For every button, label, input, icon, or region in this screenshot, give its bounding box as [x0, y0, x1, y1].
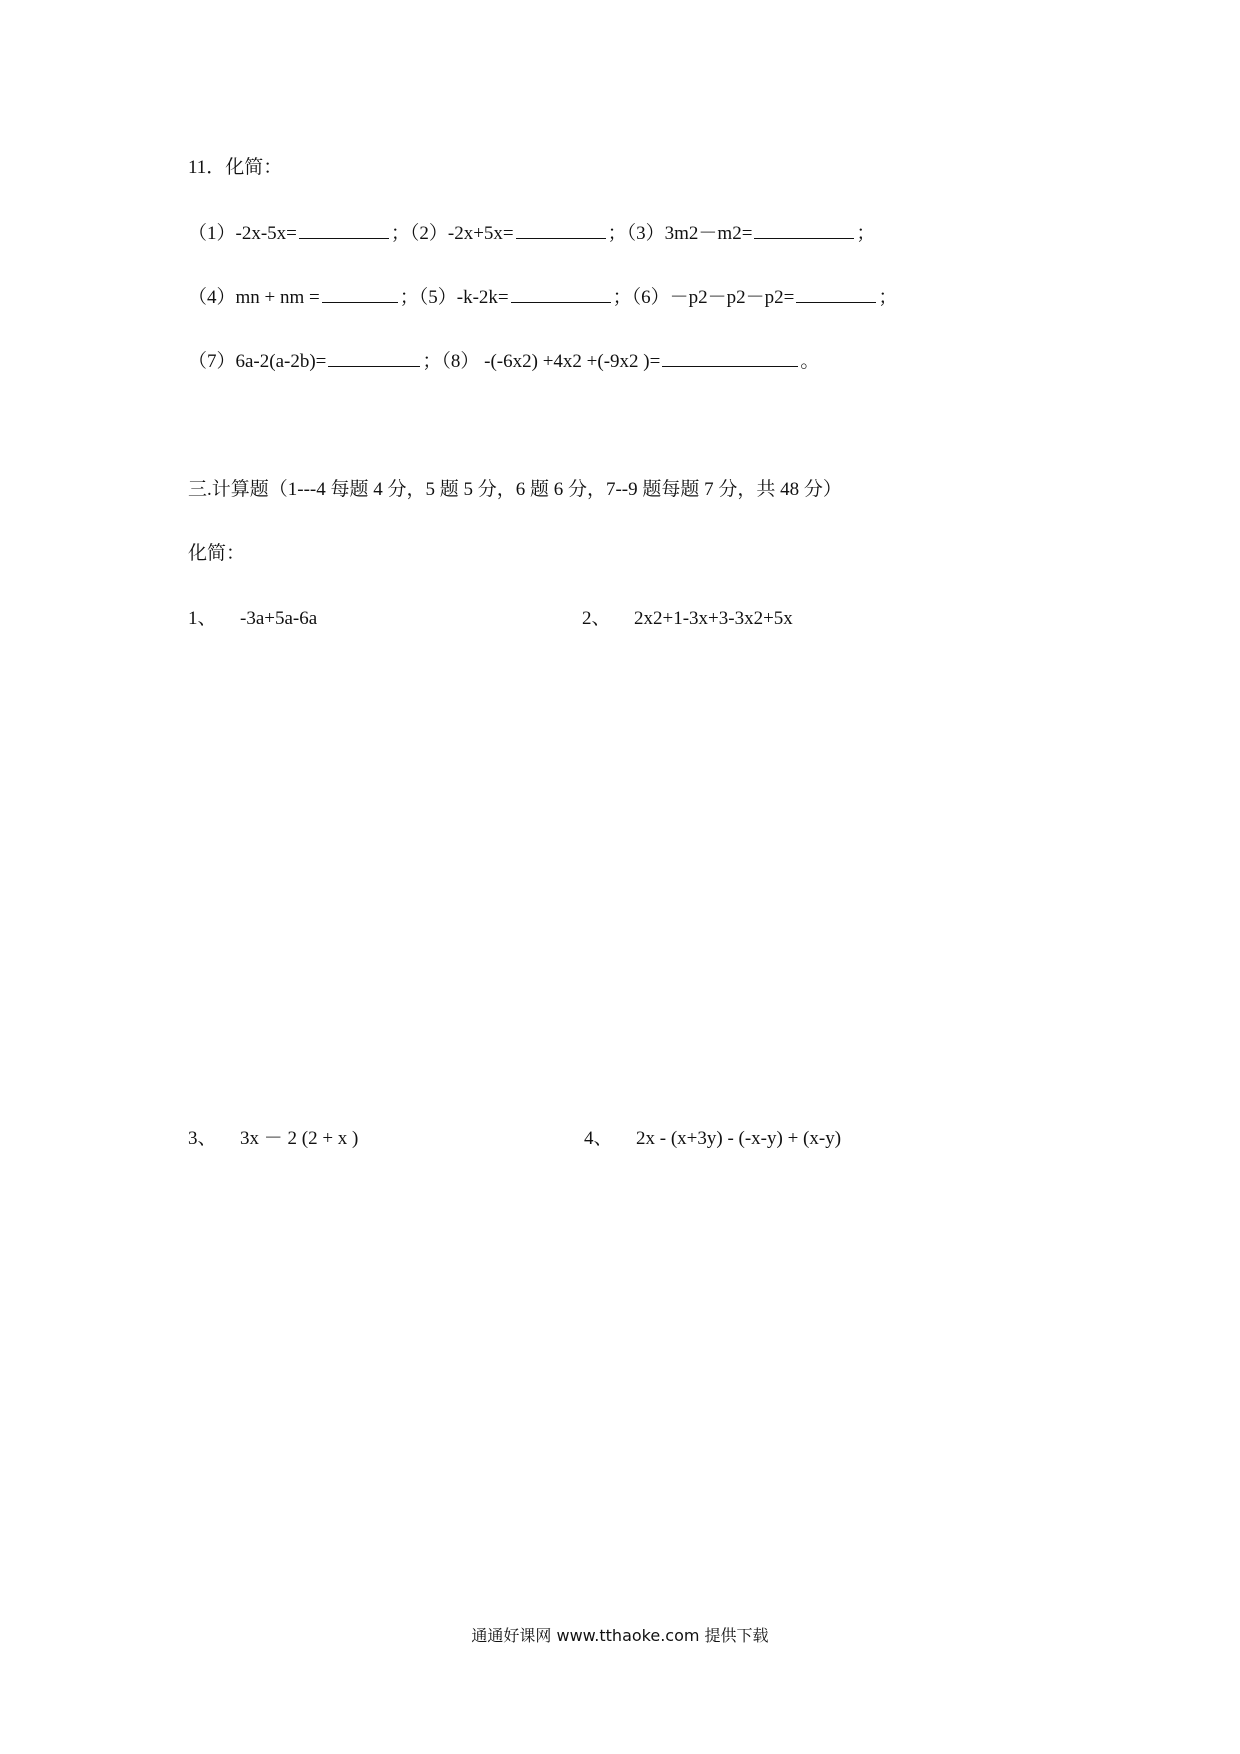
problem-1: [188, 606, 317, 632]
item-5-label: ；（5）-k-2k=: [399, 287, 509, 308]
row-3-end: 。: [800, 351, 820, 372]
item-3-label: ；（3）3m2－m2=: [607, 223, 753, 244]
answer-blank-2[interactable]: [516, 220, 606, 239]
row-2-end: ；: [878, 287, 898, 308]
answer-blank-6[interactable]: [796, 284, 876, 303]
question-11-title: 11．化简：: [188, 157, 283, 178]
problem-4: [584, 1126, 841, 1152]
problem-3-expression: 3x － 2 (2 + x ): [240, 1128, 359, 1149]
problem-4-expression: 2x - (x+3y) - (-x-y) + (x-y): [636, 1128, 842, 1149]
problem-3-number: 3、: [188, 1128, 217, 1149]
answer-blank-8[interactable]: [662, 348, 798, 367]
answer-blank-4[interactable]: [322, 284, 398, 303]
answer-blank-3[interactable]: [754, 220, 854, 239]
answer-blank-1[interactable]: [299, 220, 389, 239]
section-3-subheading: 化简：: [188, 543, 246, 564]
problem-2: [582, 606, 793, 632]
problem-2-expression: 2x2+1-3x+3-3x2+5x: [634, 608, 793, 629]
item-8-label: ；（8） -(-6x2) +4x2 +(-9x2 )=: [422, 351, 661, 372]
problem-2-number: 2、: [582, 608, 611, 629]
item-7-label: （7）6a-2(a-2b)=: [188, 351, 327, 372]
answer-blank-5[interactable]: [511, 284, 611, 303]
row-1-end: ；: [856, 223, 876, 244]
question-11-row-1: [188, 220, 875, 247]
item-6-label: ；（6）－p2－p2－p2=: [612, 287, 795, 308]
problem-3: [188, 1126, 358, 1152]
problem-1-number: 1、: [188, 608, 217, 629]
item-4-label: （4）mn + nm =: [188, 287, 320, 308]
item-1-label: （1）-2x-5x=: [188, 223, 297, 244]
section-3-heading: 三.计算题（1---4 每题 4 分，5 题 5 分，6 题 6 分，7--9 题每题 7 分，共 48 分）: [188, 479, 842, 500]
item-2-label: ；（2）-2x+5x=: [390, 223, 514, 244]
answer-blank-7[interactable]: [328, 348, 420, 367]
problem-1-expression: -3a+5a-6a: [240, 608, 318, 629]
problem-4-number: 4、: [584, 1128, 613, 1149]
page-footer: 通通好课网 www.tthaoke.com 提供下载: [471, 1626, 769, 1645]
question-11-row-3: [188, 348, 819, 375]
question-11-row-2: [188, 284, 897, 311]
